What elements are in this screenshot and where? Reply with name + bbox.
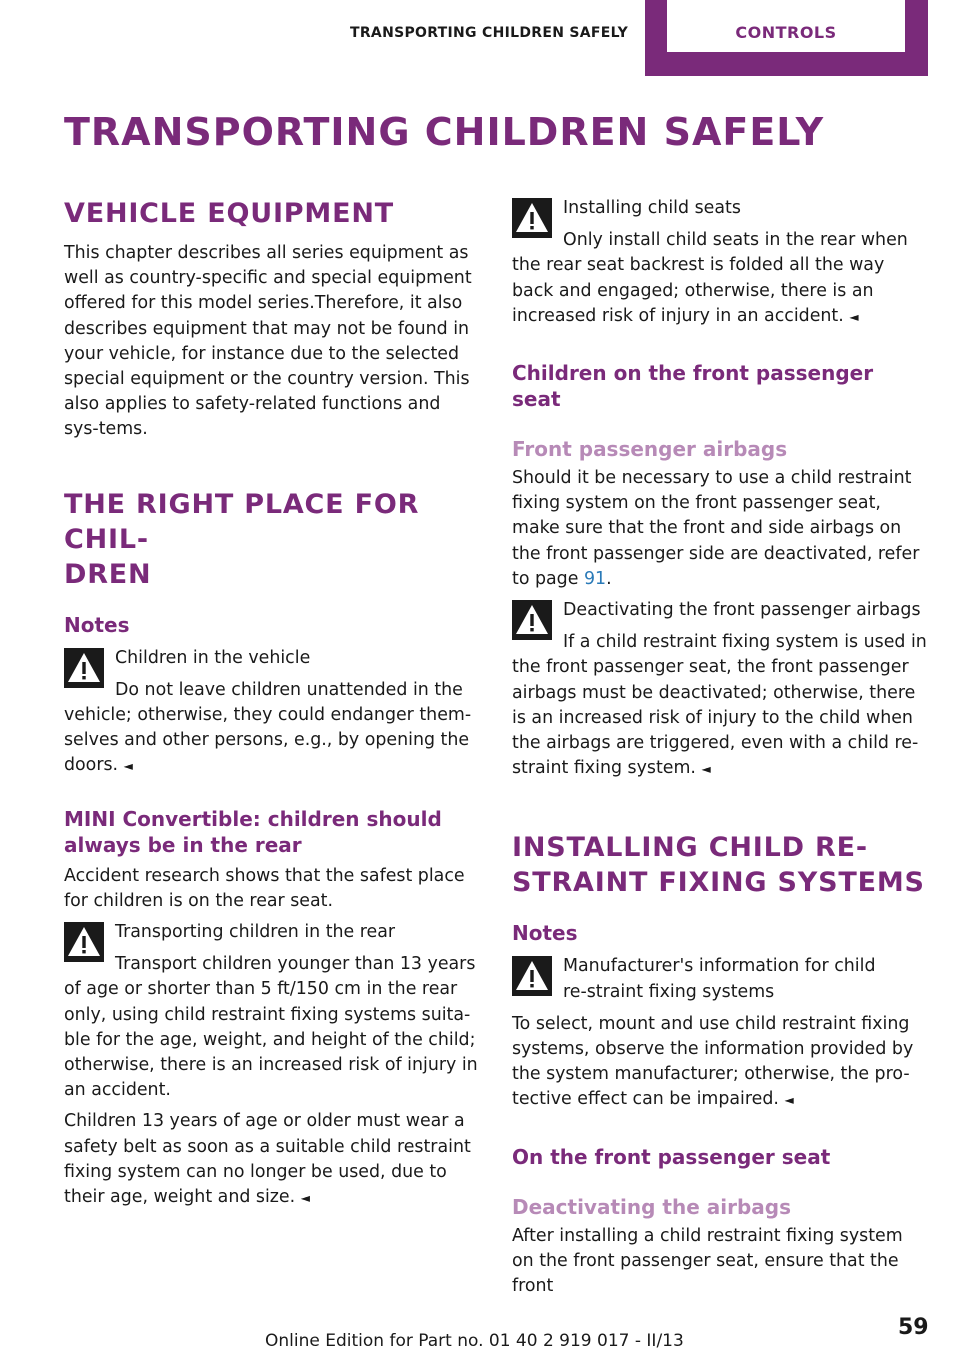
on-front-seat-heading: On the front passenger seat [512,1144,831,1169]
chapter-tab-label: CONTROLS [735,23,837,42]
running-header: TRANSPORTING CHILDREN SAFELY [350,25,629,41]
deactivating-body: After installing a child restraint fixing system on the front passenger seat, ensure that the front [512,1225,903,1297]
warning-installing-seats [512,196,928,221]
installing-heading-line1: INSTALLING CHILD RE- [512,832,868,864]
right-place-heading-line1: THE RIGHT PLACE FOR CHIL- [64,488,420,555]
right-place-heading-line2: DREN [64,558,152,590]
warning-deactivating-airbags [512,598,928,623]
end-mark: ◄ [701,762,711,777]
warning-body: To select, mount and use child restraint fixing systems, observe the information provided by the system manufacturer; otherwise, the pro-tective effect can be impaired. ◄ [512,1013,914,1110]
page-title: TRANSPORTING CHILDREN SAFELY [64,110,825,154]
page-number: 59 [898,1315,929,1340]
warning-manufacturer-info [512,954,928,1004]
chapter-tab[interactable] [645,0,928,76]
warning-body: Transport children younger than 13 years of age or shorter than 5 ft/150 cm in the rear only, using child restraint fixing systems suita-ble for the age, weight, and height of the child; otherwise, there is an increased risk of injury in an accident. [64,954,478,1101]
convertible-heading: MINI Convertible: children should always be in the rear [64,806,442,857]
warning-body: Do not leave children unattended in the vehicle; otherwise, they could endanger them-selves and other persons, e.g., by opening the doors. ◄ [64,679,472,776]
right-place-heading [64,487,480,592]
warning-body: Only install child seats in the rear when the rear seat backrest is folded all the way back and engaged; otherwise, there is an increased risk of injury in an accident. ◄ [512,230,908,326]
end-mark: ◄ [784,1093,794,1108]
footer-edition: Online Edition for Part no. 01 40 2 919 017 - II/13 [265,1331,684,1351]
warning-children-in-vehicle [64,646,480,671]
end-mark: ◄ [849,309,859,324]
right-column [512,196,928,1305]
warning-title: Deactivating the front passenger airbags [563,600,921,621]
vehicle-equipment-heading: VEHICLE EQUIPMENT [64,198,394,229]
chapter-tab-inner [667,0,905,52]
end-mark: ◄ [123,759,133,774]
page-link[interactable]: 91 [583,568,607,589]
installing-heading [512,830,928,900]
deactivating-heading: Deactivating the airbags [512,1194,791,1219]
notes-heading: Notes [64,612,130,637]
warning-triangle-icon [512,956,552,996]
notes-heading: Notes [512,921,578,946]
warning-transporting-rear [64,920,480,945]
convertible-body: Accident research shows that the safest place for children is on the rear seat. [64,865,465,911]
warning-body-continued: Children 13 years of age or older must wear a safety belt as soon as a suitable child restraint fixing system can no longer be used, due to their age, weight and size. ◄ [64,1111,471,1208]
front-seat-heading: Children on the front passenger seat [512,361,874,412]
airbags-heading: Front passenger airbags [512,437,788,462]
warning-title: Installing child seats [563,198,741,218]
warning-body: If a child restraint fixing system is used in the front passenger seat, the front passenger airbags must be deactivated; otherwise, there is an increased risk of injury to the child when the airbags are triggered, even with a child re-straint fixing system. ◄ [512,632,927,779]
end-mark: ◄ [300,1191,310,1206]
installing-heading-line2: STRAINT FIXING SYSTEMS [512,867,925,899]
warning-title: Manufacturer's information for child re-straint fixing systems [563,956,876,1002]
airbags-body: Should it be necessary to use a child restraint fixing system on the front passenger seat, make sure that the front and side airbags on the front passenger side are deactivated, refer to page 91. [512,468,920,589]
warning-title: Transporting children in the rear [115,922,396,943]
warning-triangle-icon [64,648,104,688]
vehicle-equipment-body: This chapter describes all series equipment as well as country-specific and special equipment offered for this model series.Therefore, it also describes equipment that may not be found in your vehicle, for instance due to the selected special equipment or the country version. This also applies to safety-related functions and sys-tems. [64,243,472,440]
left-column [64,196,480,1217]
warning-triangle-icon [64,922,104,962]
warning-triangle-icon [512,600,552,640]
warning-title: Children in the vehicle [115,647,311,668]
warning-triangle-icon [512,198,552,238]
